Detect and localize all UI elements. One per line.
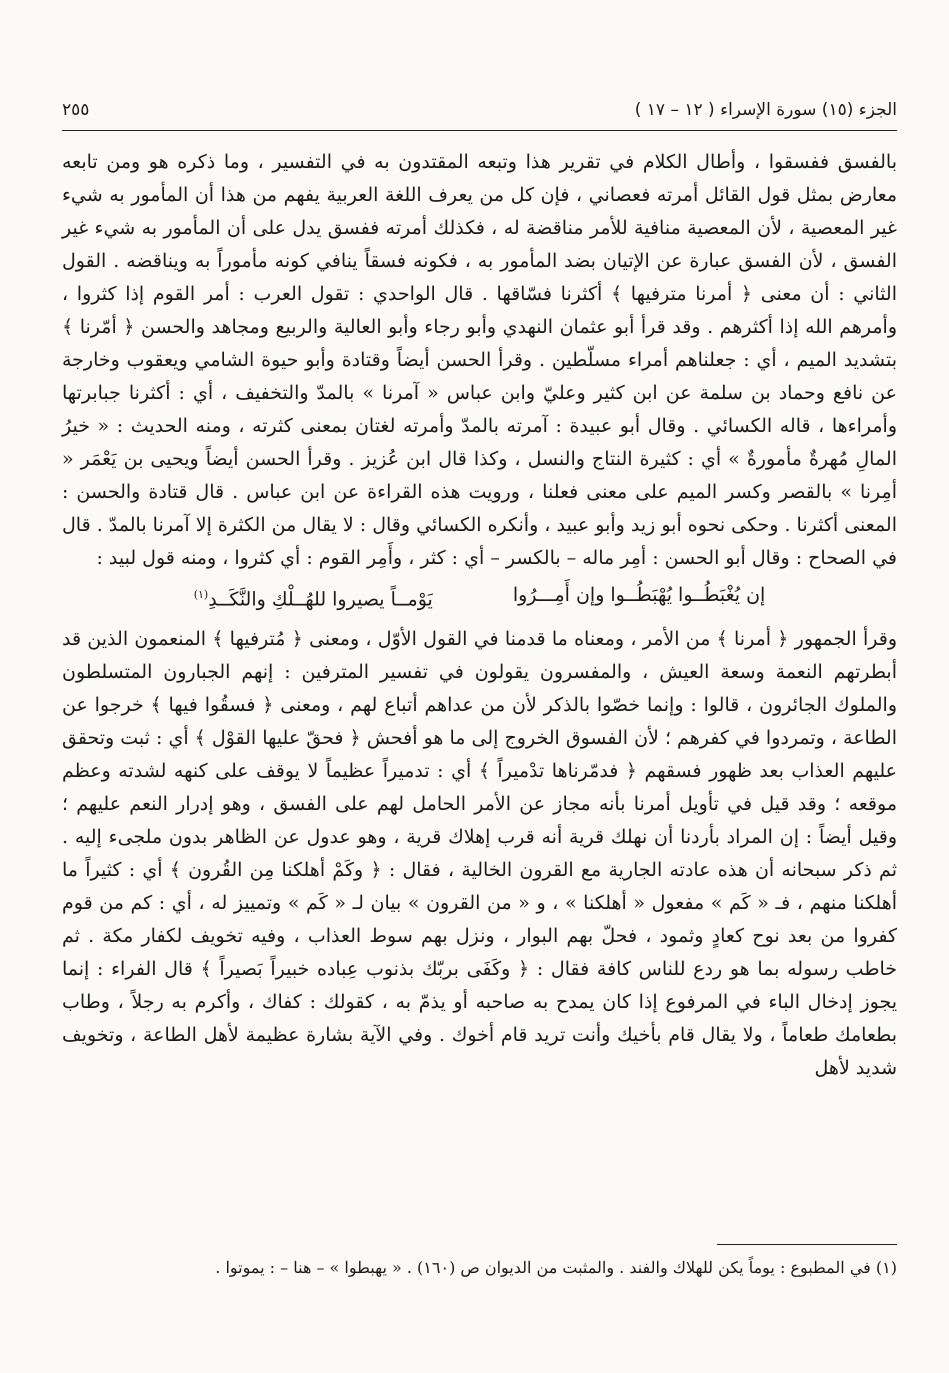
paragraph-1: بالفسق ففسقوا ، وأطال الكلام في تقرير هذا وتبعه المقتدون به في التفسير ، وما ذكره هو ومن تابعه معارض بمثل قول القائل أمرته فعصاني ، فإن كل من يعرف اللغة العربية يفهم من هذا أن المأمور به شيء غير المعصية ، لأن المعصية منافية للأمر مناقضة له ، فكذلك أمرته ففسق يدل على أن المأمور به شيء غير الفسق ، لأن الفسق عبارة عن الإتيان بضد المأمور به ، فكونه فسقاً ينافي كونه مأموراً به ويناقضه . القول الثاني : أن معنى ﴿ أمرنا مترفيها ﴾ أكثرنا فسّاقها . قال الواحدي : تقول العرب : أمر القوم إذا كثروا ، وأمرهم الله إذا أكثرهم . وقد قرأ أبو عثمان النهدي وأبو رجاء وأبو العالية والربيع ومجاهد والحسن ﴿ أمّرنا ﴾ بتشديد الميم ، أي : جعلناهم أمراء مسلّطين . وقرأ الحسن أيضاً وقتادة وأبو حيوة الشامي ويعقوب وخارجة عن نافع وحماد بن سلمة عن ابن كثير وعليّ وابن عباس « آمرنا » بالمدّ والتخفيف ، أي : أكثرنا جبابرتها وأمراءها ، قاله الكسائي . وقال أبو عبيدة : آمرته بالمدّ وأمرته لغتان بمعنى كثرته ، ومنه الحديث : « خيرُ المالِ مُهرةٌ مأمورةٌ » أي : كثيرة النتاج والنسل ، وكذا قال ابن عُزيز . وقرأ الحسن أيضاً ويحيى بن يَعْمَر « أمِرنا » بالقصر وكسر الميم على معنى فعلنا ، ورويت هذه القراءة عن ابن عباس . قال قتادة والحسن : المعنى أكثرنا . وحكى نحوه أبو زيد وأبو عبيد ، وأنكره الكسائي وقال : لا يقال من الكثرة إلا آمرنا بالمدّ . قال في الصحاح : وقال أبو الحسن : أمِر ماله – بالكسر – أي : كثر ، وأَمِر القوم : أي كثروا ، ومنه قول لبيد : <box>62 151 897 569</box>
verse-second-hemistich-text: يَوْمــاً يصيروا للهُــلْكِ والنَّكَــدِ <box>208 588 433 611</box>
footnote-rule <box>717 1244 897 1245</box>
header-rule <box>62 130 897 131</box>
paragraph-2: وقرأ الجمهور ﴿ أمرنا ﴾ من الأمر ، ومعناه ما قدمنا في القول الأوّل ، ومعنى ﴿ مُترفيها ﴾ المنعمون الذين قد أبطرتهم النعمة وسعة العيش ، والمفسرون يقولون في تفسير المترفين : إنهم الجبارون المتسلطون والملوك الجائرون ، قالوا : وإنما خصّوا بالذكر لأن من عداهم أتباع لهم ، ومعنى ﴿ فسقُوا فيها ﴾ خرجوا عن الطاعة ، وتمردوا في كفرهم ؛ لأن الفسوق الخروج إلى ما هو أفحش ﴿ فحقّ عليها القوْل ﴾ أي : ثبت وتحقق عليهم العذاب بعد ظهور فسقهم ﴿ فدمّرناها تدْميراً ﴾ أي : تدميراً عظيماً لا يوقف على كنهه لشدته وعظم موقعه ؛ وقد قيل في تأويل أمرنا بأنه مجاز عن الأمر الحامل لهم على الفسق ، وهو إدرار النعم عليهم ؛ وقيل أيضاً : إن المراد بأردنا أن نهلك قرية أنه قرب إهلاك قرية ، وهو عدول عن الظاهر بدون ملجىء إليه . ثم ذكر سبحانه أن هذه عادته الجارية مع القرون الخالية ، فقال : ﴿ وكَمْ أهلكنا مِن القُرون ﴾ أي : كثيراً ما أهلكنا منهم ، فـ « كَم » مفعول « أهلكنا » ، و « من القرون » بيان لـ « كَم » وتمييز له ، أي : كم من قوم كفروا من بعد نوح كعادٍ وثمود ، فحلّ بهم البوار ، ونزل بهم سوط العذاب ، وفيه تخويف لكفار مكة . ثم خاطب رسوله بما هو ردع للناس كافة فقال : ﴿ وكَفَى بربّك بذنوب عِباده خبيراً بَصيراً ﴾ قال الفراء : إنما يجوز إدخال الباء في المرفوع إذا كان يمدح به صاحبه أو يذمّ به ، كقولك : كفاك ، وأكرم به رجلاً ، وطاب بطعامك طعاماً ، ولا يقال قام بأخيك وأنت تريد قام أخوك . وفي الآية بشارة عظيمة لأهل الطاعة ، وتخويف شديد لأهل <box>62 628 897 1080</box>
page-number: ٢٥٥ <box>62 100 90 120</box>
poetry-verse <box>62 577 897 617</box>
main-text <box>62 146 897 1085</box>
verse-second-hemistich <box>194 577 433 617</box>
page-header <box>62 96 897 130</box>
verse-first-hemistich: إن يُغْبَطُــوا يُهْبَطُــوا وإن أَمِـــرُوا <box>512 584 766 606</box>
book-page <box>62 0 897 1373</box>
footnote-marker: (١) <box>193 588 209 601</box>
footnote: (١) في المطبوع : يوماً يكن للهلاك والفند . والمثبت من الديوان ص (١٦٠) . « يهبطوا » – هنا – : يموتوا . <box>215 1258 897 1277</box>
running-title: الجزء (١٥) سورة الإسراء ( ١٢ – ١٧ ) <box>634 100 897 120</box>
